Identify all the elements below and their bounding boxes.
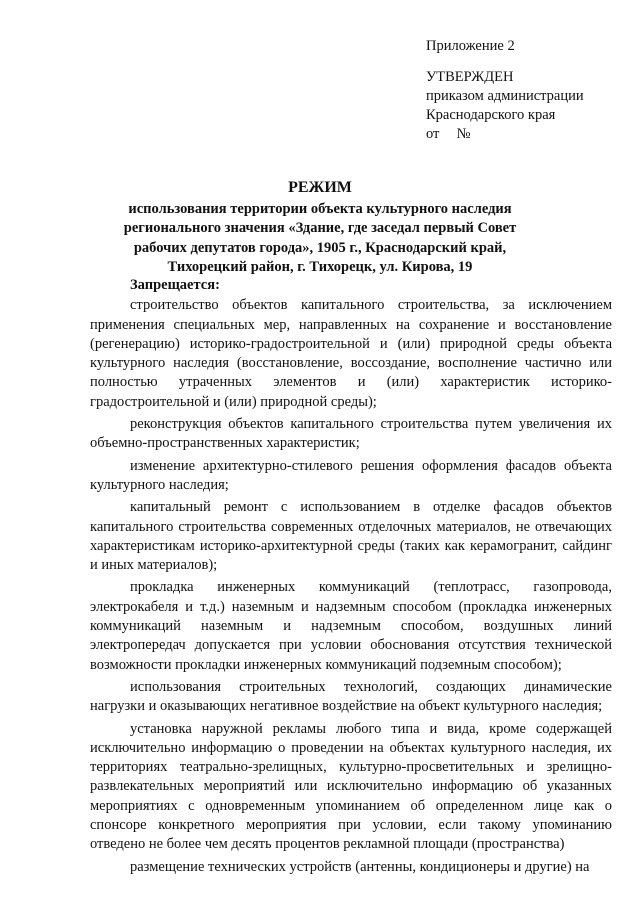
order-reference: [426, 125, 626, 144]
appendix-label: Приложение 2: [426, 38, 515, 54]
approved-label: УТВЕРЖДЕН: [426, 69, 514, 85]
prohibition-paragraph: установка наружной рекламы любого типа и вида, кроме содержащей исключительно информацию о проведении на объектах культурного наследия, их территориях театрально-зрелищных, культурно-просветительных и зрелищно-развлекательных мероприятий или исключительно информацию об указанных мероприятиях с одновременным упоминанием об определенном лице как о спонсоре конкретного мероприятия при условии, если такому упоминанию отведено не более чем десять процентов рекламной площади (пространства): [90, 720, 612, 853]
document-title: РЕЖИМ: [288, 179, 352, 196]
prohibitions-heading: Запрещается:: [130, 277, 220, 293]
number-label: №: [456, 126, 471, 142]
from-label: от: [426, 126, 440, 142]
approval-block: [426, 37, 626, 144]
document-body: [90, 276, 612, 880]
prohibition-paragraph: строительство объектов капитального строительства, за исключением применения специальных мер, направленных на сохранение и восстановление (регенерацию) историко-градостроительной и (или) природной среды объекта культурного наследия (восстановление, воссоздание, восполнение частично или полностью утраченных элементов и (или) характеристик историко-градостроительной и (или) природной среды);: [90, 297, 612, 410]
document-title-block: [100, 178, 540, 278]
prohibition-paragraph: изменение архитектурно-стилевого решения оформления фасадов объекта культурного наследия;: [90, 457, 612, 493]
prohibition-paragraph: использования строительных технологий, создающих динамические нагрузки и оказывающих негативное воздействие на объект культурного наследия;: [90, 678, 612, 715]
approval-authority-line-1: приказом администрации: [426, 88, 584, 104]
approval-authority-line-2: Краснодарского края: [426, 107, 556, 123]
document-subtitle: использования территории объекта культурного наследия регионального значения «Здание, где заседал первый Совет рабочих депутатов города», 1905 г., Краснодарский край, Тихорецкий район, г. Тихорецк, ул. Кирова, 19: [123, 200, 517, 275]
prohibition-paragraph: реконструкция объектов капитального строительства путем увеличения их объемно-пространственных характеристик;: [90, 416, 612, 452]
prohibition-paragraph: размещение технических устройств (антенны, кондиционеры и другие) на: [130, 858, 590, 875]
spacer: [426, 56, 626, 68]
prohibition-paragraph: прокладка инженерных коммуникаций (теплотрасс, газопровода, электрокабеля и т.д.) наземным и надземным способом (прокладка инженерных коммуникаций наземным и надземным способом, воздушных линий электропередач допускается при условии обоснования отсутствия технической возможности прокладки инженерных коммуникаций подземным способом);: [90, 579, 612, 673]
prohibition-paragraph: капитальный ремонт с использованием в отделке фасадов объектов капитального строительства современных отделочных материалов, не отвечающих характеристикам историко-архитектурной среды (таких как керамогранит, сайдинг и иных материалов);: [90, 499, 612, 574]
